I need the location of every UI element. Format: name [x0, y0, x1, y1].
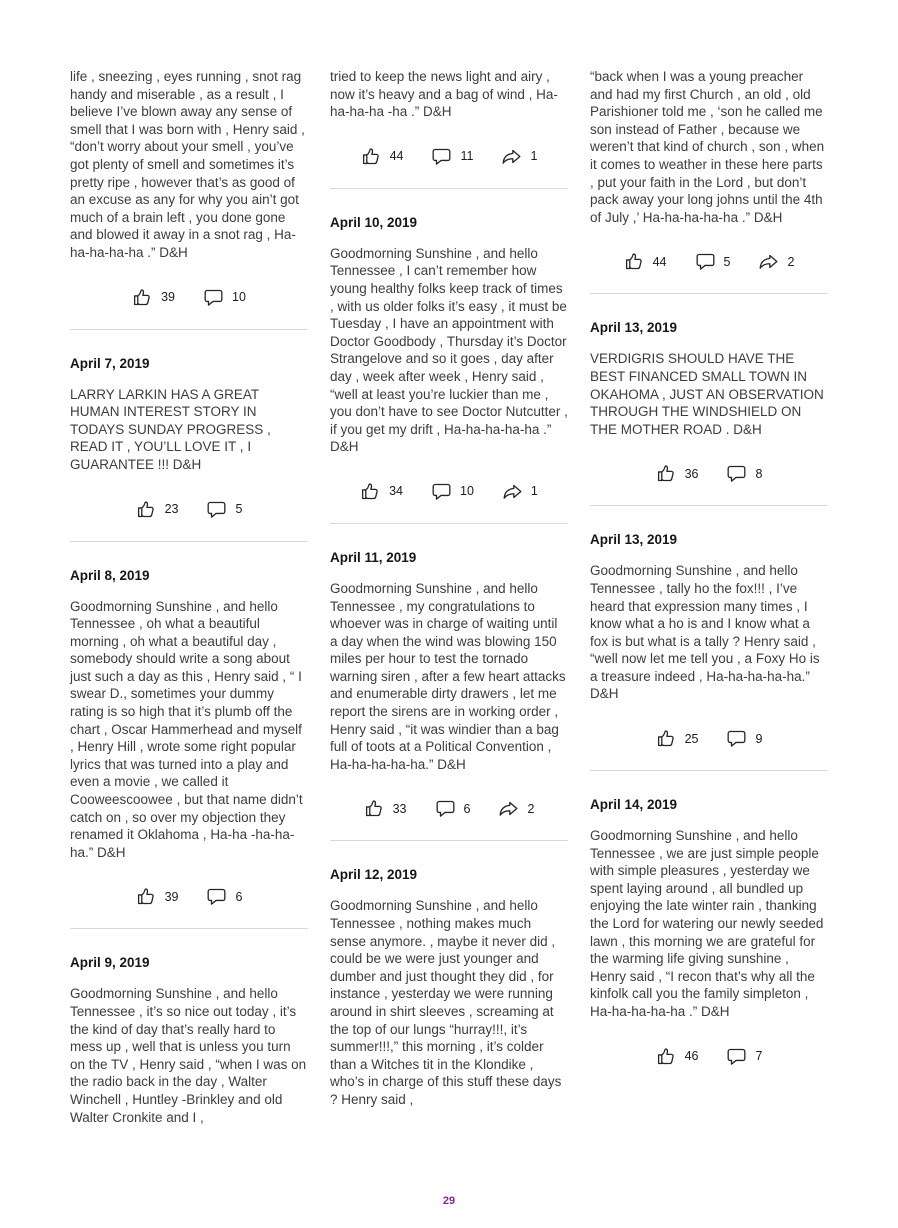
- post-date: April 12, 2019: [330, 867, 418, 883]
- post: [330, 866, 568, 1108]
- comment-count: 5: [235, 502, 243, 516]
- post: [70, 68, 308, 308]
- comment-stat: [695, 251, 731, 272]
- page-number: 29: [442, 1195, 456, 1207]
- engagement-row: [70, 886, 308, 907]
- post: [70, 567, 308, 908]
- comment-stat: [435, 798, 471, 819]
- comment-icon: [431, 146, 452, 167]
- like-stat: [656, 1046, 699, 1067]
- post-body: LARRY LARKIN HAS A GREAT HUMAN INTEREST STORY IN TODAYS SUNDAY PROGRESS , READ IT , YOU’LL LOVE IT , I GUARANTEE !!! D&H: [70, 386, 271, 472]
- share-icon: [498, 798, 519, 819]
- comment-icon: [726, 1046, 747, 1067]
- comment-stat: [726, 463, 762, 484]
- engagement-row: [330, 481, 568, 502]
- comment-icon: [695, 251, 716, 272]
- thumbs-up-icon: [361, 146, 382, 167]
- comment-icon: [726, 728, 747, 749]
- post-divider: [590, 293, 828, 294]
- comment-count: 6: [463, 801, 471, 816]
- like-stat: [656, 463, 699, 484]
- share-icon: [501, 146, 522, 167]
- post-divider: [590, 505, 828, 506]
- share-count: 1: [530, 484, 538, 499]
- comment-count: 8: [755, 466, 763, 481]
- like-stat: [136, 886, 179, 907]
- comment-count: 6: [235, 889, 243, 904]
- post-divider: [330, 840, 568, 841]
- like-count: 44: [652, 254, 667, 269]
- post-body: Goodmorning Sunshine , and hello Tennessee , it’s so nice out today , it’s the kind of day that’s really hard to mess up , well that is unless you turn on the TV , Henry said , “when I was on the radio back in the day , Walter Winchell , Huntley -Brinkley and old Walter Cronkite and I ,: [70, 986, 307, 1125]
- post: [590, 796, 828, 1067]
- column-1: [70, 68, 308, 1126]
- like-stat: [361, 146, 404, 167]
- share-count: 1: [530, 149, 538, 164]
- like-count: 46: [684, 1049, 699, 1064]
- comment-stat: [726, 728, 762, 749]
- post: [330, 549, 568, 820]
- comment-icon: [206, 499, 227, 520]
- thumbs-up-icon: [136, 886, 157, 907]
- comment-count: 7: [755, 1049, 763, 1064]
- thumbs-up-icon: [656, 728, 677, 749]
- post-date: April 13, 2019: [590, 320, 678, 336]
- post-body: Goodmorning Sunshine , and hello Tennessee , we are just simple people with simple pleasures , yesterday we spent laying around , all bundled up enjoying the late winter rain , thanking the Lord for watering our newly seeded lawn , this morning we are grateful for the warming life giving sunshine , Henry said , “I recon that’s why all the kinfolk call you the family simpleton , Ha-ha-ha-ha-ha .” D&H: [590, 828, 824, 1019]
- comment-icon: [206, 886, 227, 907]
- post-body: life , sneezing , eyes running , snot rag handy and miserable , as a result , I believe I’ve blown away any sense of smell that I was born with , Henry said , “don’t worry about your smell , you’ve got plenty of smell and sometimes it’s pretty ripe , however that’s as good of an excuse as any for why you ain’t got much of a brain left , you done gone and blowed it away in a snot rag , Ha-ha-ha-ha-ha .” D&H: [70, 69, 305, 260]
- post: [590, 68, 828, 272]
- like-count: 34: [389, 484, 404, 499]
- post: [590, 531, 828, 749]
- post-body: Goodmorning Sunshine , and hello Tennessee , my congratulations to whoever was in charge of waiting until a day when the wind was blowing 150 miles per hour to test the tornado warning siren , after a few heart attacks and enumerable dirty drawers , let me report the sirens are in working order , Henry said , “it was windier than a bag full of toots at a Political Convention , Ha-ha-ha-ha-ha.” D&H: [330, 580, 566, 772]
- engagement-row: [590, 1046, 828, 1067]
- column-3: [590, 68, 828, 1126]
- engagement-row: [330, 146, 568, 167]
- post-body: Goodmorning Sunshine , and hello Tennessee , oh what a beautiful morning , oh what a beautiful day , somebody should write a song about just such a day as this , Henry said , “ I swear D., sometimes your dummy rating is so high that it’s plumb off the chart , Oscar Hammerhead and myself , Henry Hill , wrote some right popular lyrics that was turned into a play and even a movie , we called it Cooweescoowee , but that name didn’t catch on , so over my objection they renamed it Oklahoma , Ha-ha -ha-ha-ha.” D&H: [70, 598, 303, 860]
- post: [330, 214, 568, 502]
- thumbs-up-icon: [360, 481, 381, 502]
- comment-icon: [435, 798, 456, 819]
- comment-count: 5: [723, 254, 731, 269]
- post-date: April 11, 2019: [330, 549, 417, 565]
- comment-count: 10: [232, 290, 246, 305]
- share-icon: [758, 251, 779, 272]
- post-divider: [330, 523, 568, 524]
- comment-icon: [726, 463, 747, 484]
- column-2: [330, 68, 568, 1126]
- post-date: April 13, 2019: [590, 532, 678, 548]
- comment-count: 9: [755, 731, 763, 746]
- engagement-row: [330, 798, 568, 819]
- engagement-row: [70, 287, 308, 308]
- share-icon: [502, 481, 523, 502]
- like-count: 25: [684, 731, 699, 746]
- post-date: April 10, 2019: [330, 214, 418, 230]
- share-count: 2: [787, 254, 795, 269]
- comment-icon: [431, 481, 452, 502]
- engagement-row: [70, 499, 308, 520]
- thumbs-up-icon: [656, 463, 677, 484]
- post: [590, 319, 828, 484]
- share-stat: [758, 251, 794, 272]
- like-stat: [364, 798, 407, 819]
- post-body: Goodmorning Sunshine , and hello Tennessee , nothing makes much sense anymore. , maybe it never did , could be we were just younger and dumber and just thought they did , for instance , yesterday we were running around in shirt sleeves , screaming at the top of our lungs “hurray!!!, it’s summer!!!,” this morning , it’s colder than a Witches tit in the Klondike , who’s in charge of this stuff these days ? Henry said ,: [330, 898, 562, 1107]
- like-count: 44: [389, 149, 404, 164]
- like-stat: [624, 251, 667, 272]
- thumbs-up-icon: [364, 798, 385, 819]
- comment-stat: [203, 287, 246, 308]
- post-body: Goodmorning Sunshine , and hello Tennessee , tally ho the fox!!! , I’ve heard that expression many times , I know what a ho is and I know what a fox is but what is a tally ? Henry said , “well now let me tell you , a Foxy Ho is a treasure indeed , Ha-ha-ha-ha-ha.” D&H: [590, 563, 820, 702]
- post-body: “back when I was a young preacher and had my first Church , an old , old Parishioner told me , ‘son he called me son instead of Father , because we weren’t that kind of church , son , when it comes to weather in these here parts , put your faith in the Lord , but don’t pack away your long johns until the 4th of July ,’ Ha-ha-ha-ha-ha .” D&H: [590, 69, 825, 225]
- post-divider: [590, 770, 828, 771]
- comment-stat: [206, 886, 242, 907]
- like-count: 39: [164, 889, 179, 904]
- like-stat: [360, 481, 403, 502]
- post-body: tried to keep the news light and airy , now it’s heavy and a bag of wind , Ha-ha-ha-ha -ha .” D&H: [330, 69, 558, 120]
- like-stat: [136, 499, 179, 520]
- post-date: April 9, 2019: [70, 955, 150, 971]
- engagement-row: [590, 463, 828, 484]
- post-divider: [70, 928, 308, 929]
- comment-stat: [431, 481, 474, 502]
- share-stat: [501, 146, 537, 167]
- comment-count: 10: [460, 484, 474, 499]
- post: [330, 68, 568, 167]
- like-stat: [656, 728, 699, 749]
- post: [70, 954, 308, 1126]
- like-count: 36: [684, 466, 699, 481]
- comment-count: 11: [460, 149, 474, 164]
- engagement-row: [590, 728, 828, 749]
- share-count: 2: [527, 801, 535, 816]
- thumbs-up-icon: [136, 499, 157, 520]
- post-divider: [70, 541, 308, 542]
- post-body: Goodmorning Sunshine , and hello Tennessee , I can’t remember how young healthy folks keep track of times , with us older folks it’s easy , it must be Tuesday , I have an appointment with Doctor Goodbody , Thursday it’s Doctor Strangelove and so it goes , day after day , week after week , Henry said , “well at least you’re luckier than me , you don’t have to see Doctor Nutcutter , if you get my drift , Ha-ha-ha-ha-ha .” D&H: [330, 245, 568, 455]
- like-count: 33: [392, 801, 407, 816]
- comment-stat: [431, 146, 473, 167]
- post-divider: [330, 188, 568, 189]
- post-date: April 7, 2019: [70, 355, 150, 371]
- comment-stat: [206, 499, 242, 520]
- thumbs-up-icon: [132, 287, 153, 308]
- share-stat: [498, 798, 534, 819]
- like-count: 23: [164, 502, 179, 516]
- like-stat: [132, 287, 175, 308]
- comment-stat: [726, 1046, 762, 1067]
- engagement-row: [590, 251, 828, 272]
- like-count: 39: [161, 290, 175, 305]
- post-body: VERDIGRIS SHOULD HAVE THE BEST FINANCED SMALL TOWN IN OKAHOMA , JUST AN OBSERVATION THROUGH THE WINDSHIELD ON THE MOTHER ROAD . D&H: [590, 351, 824, 437]
- post-divider: [70, 329, 308, 330]
- share-stat: [502, 481, 538, 502]
- thumbs-up-icon: [656, 1046, 677, 1067]
- post-date: April 14, 2019: [590, 797, 678, 813]
- comment-icon: [203, 287, 224, 308]
- post: [70, 355, 308, 520]
- post-date: April 8, 2019: [70, 567, 150, 583]
- thumbs-up-icon: [624, 251, 645, 272]
